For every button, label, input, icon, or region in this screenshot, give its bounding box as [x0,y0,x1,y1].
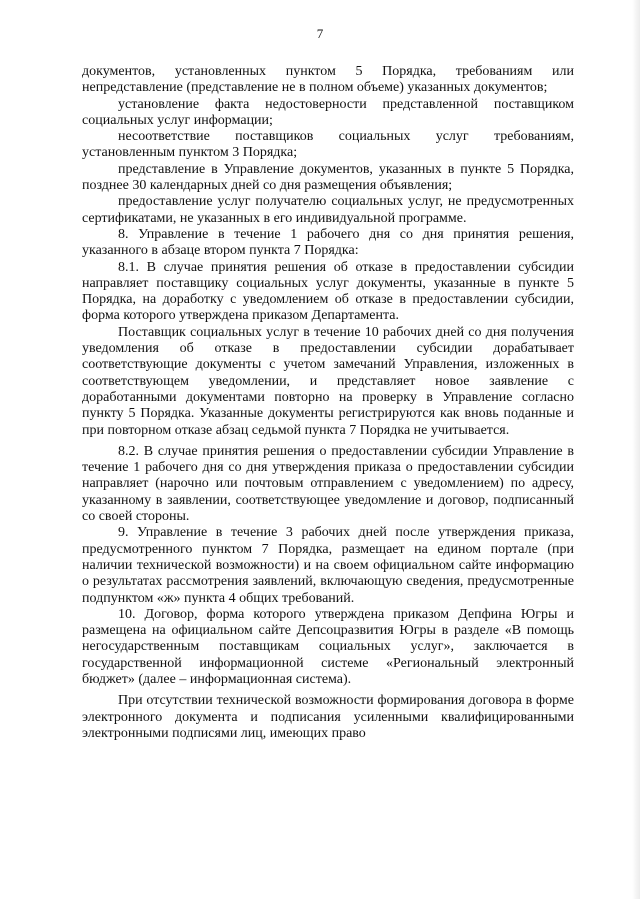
paragraph-item-8: 8. Управление в течение 1 рабочего дня со дня принятия решения, указанного в абзаце втором пункта 7 Порядка: [82,226,574,259]
paragraph-item-8-2: 8.2. В случае принятия решения о предоставлении субсидии Управление в течение 1 рабочего дня со дня утверждения приказа о предоставлении субсидии направляет (нарочно или почтовым отправлением с уведомлением) по адресу, указанному в заявлении, соответствующее уведомление и договор, подписанный со своей стороны. [82,443,574,525]
page-number: 7 [316,26,324,41]
paragraph-no-technical-possibility: При отсутствии технической возможности формирования договора в форме электронного документа и подписания усиленными квалифицированными электронными подписями лиц, имеющих право [82,693,574,741]
paragraph-late-submission: представление в Управление документов, указанных в пункте 5 Порядка, позднее 30 календарных дней со дня размещения объявления; [82,161,574,194]
paragraph-documents-noncompliance: документов, установленных пунктом 5 Порядка, требованиям или непредставление (представление не в полном объеме) указанных документов; [82,64,574,96]
paragraph-item-8-1: 8.1. В случае принятия решения об отказе в предоставлении субсидии направляет поставщику социальных услуг документы, указанные в пункте 5 Порядка, на доработку с уведомлением об отказе в предоставлении субсидии, форма которого утверждена приказом Департамента. [82,259,574,324]
paragraph-false-information: установление факта недостоверности представленной поставщиком социальных услуг информации; [82,96,574,128]
paragraph-supplier-mismatch: несоответствие поставщиков социальных услуг требованиям, установленным пунктом 3 Порядка; [82,129,574,161]
paragraph-item-10: 10. Договор, форма которого утверждена приказом Депфина Югры и размещена на официальном сайте Депсоцразвития Югры в разделе «В помощь негосударственным поставщикам социальных услуг», заключается в государственной информационной системе «Региональный электронный бюджет» (далее – информационная система). [82,606,574,687]
paragraph-services-not-in-program: предоставление услуг получателю социальных услуг, не предусмотренных сертификатами, не указанных в его индивидуальной программе. [82,194,574,226]
paragraph-item-9: 9. Управление в течение 3 рабочих дней после утверждения приказа, предусмотренного пунктом 7 Порядка, размещает на едином портале (при наличии технической возможности) и на своем официальном сайте информацию о результатах рассмотрения заявлений, включающую сведения, предусмотренные подпунктом «ж» пункта 4 общих требований. [82,525,574,606]
paragraph-supplier-rework: Поставщик социальных услуг в течение 10 рабочих дней со дня получения уведомления об отказе в предоставлении субсидии дорабатывает соответствующие документы с учетом замечаний Управления, изложенных в соответствующем уведомлении, и представляет новое заявление с доработанными документами повторно на проверку в Управление согласно пункту 5 Порядка. Указанные документы регистрируются как вновь поданные и при повторном отказе абзац седьмой пункта 7 Порядка не учитывается. [82,324,574,438]
scan-edge-shadow [632,0,640,899]
